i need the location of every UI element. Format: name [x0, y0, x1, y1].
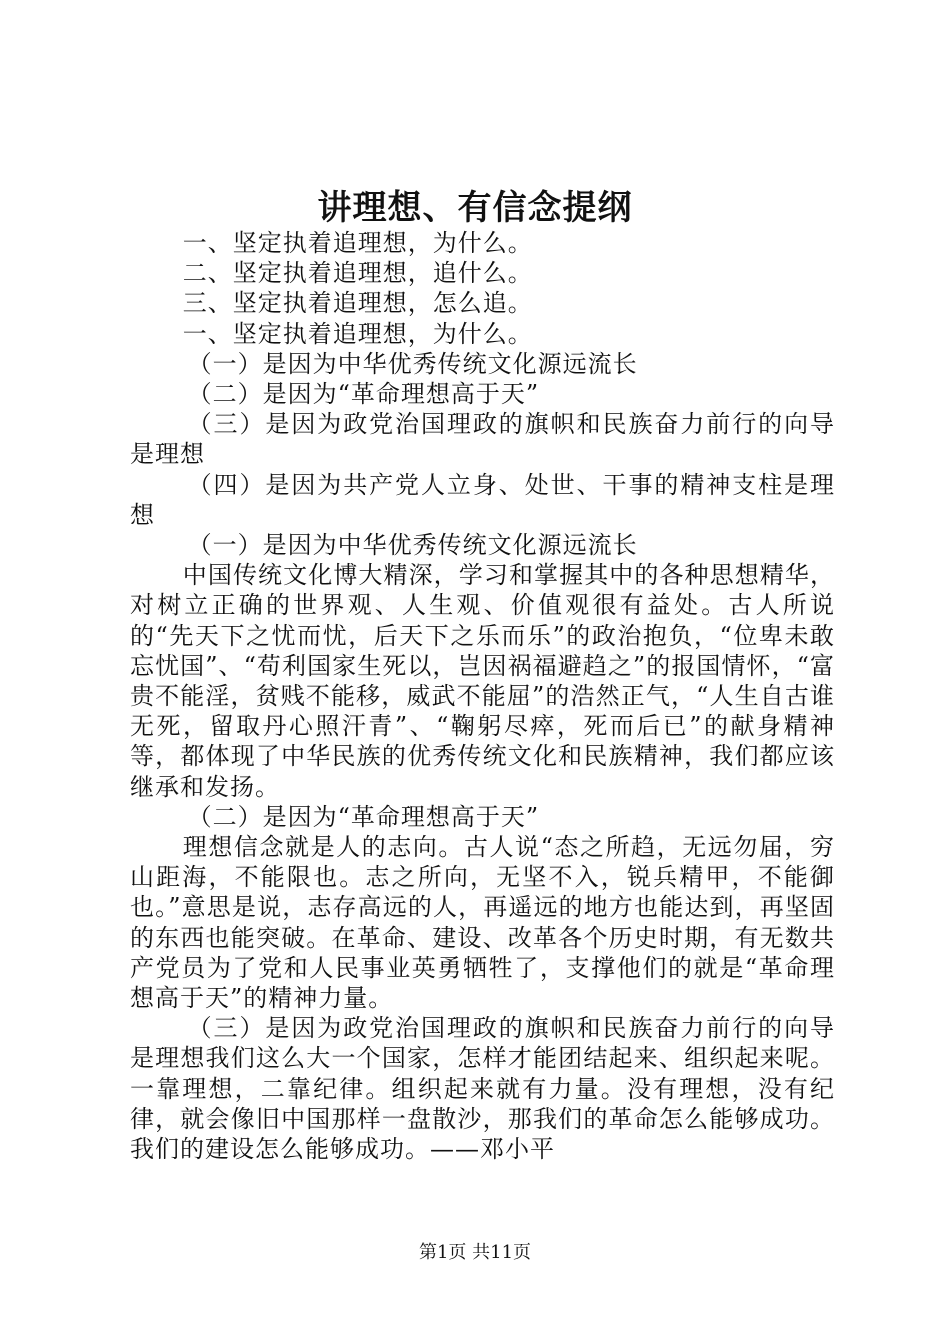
outline-item: 二、坚定执着追理想，追什么。	[182, 259, 533, 288]
section-heading: （三）是因为政党治国理政的旗帜和民族奋力前行的向导是理想我们这么大一个国家，怎样才能团结起来、组织起来呢。一靠理想，二靠纪律。组织起来就有力量。没有理想，没有纪律，就会像旧中国那样一盘散沙，那我们的革命怎么能够成功。我们的建设怎么能够成功。——邓小平	[130, 1014, 835, 1164]
outline-item: 一、坚定执着追理想，为什么。	[182, 319, 533, 348]
outline-item: 三、坚定执着追理想，怎么追。	[182, 289, 533, 318]
section-heading: （四）是因为共产党人立身、处世、干事的精神支柱是理想	[130, 470, 835, 529]
document-title: 讲理想、有信念提纲	[317, 188, 633, 228]
section-heading: （二）是因为“革命理想高于天”	[187, 380, 540, 409]
document-body	[130, 228, 835, 1164]
section-heading: （三）是因为政党治国理政的旗帜和民族奋力前行的向导是理想	[130, 410, 835, 469]
body-paragraph: 中国传统文化博大精深，学习和掌握其中的各种思想精华，对树立正确的世界观、人生观、价值观很有益处。古人所说的“先天下之忧而忧，后天下之乐而乐”的政治抱负，“位卑未敢忘忧国”、“苟利国家生死以，岂因祸福避趋之”的报国情怀，“富贵不能淫，贫贱不能移，威武不能屈”的浩然正气，“人生自古谁无死，留取丹心照汗青”、“鞠躬尽瘁，死而后已”的献身精神等，都体现了中华民族的优秀传统文化和民族精神，我们都应该继承和发扬。	[130, 561, 835, 801]
section-heading: （一）是因为中华优秀传统文化源远流长	[187, 531, 638, 560]
body-paragraph: 理想信念就是人的志向。古人说“态之所趋，无远勿届，穷山距海，不能限也。志之所向，无坚不入，锐兵精甲，不能御也。”意思是说，志存高远的人，再遥远的地方也能达到，再坚固的东西也能突破。在革命、建设、改革各个历史时期，有无数共产党员为了党和人民事业英勇牺牲了，支撑他们的就是“革命理想高于天”的精神力量。	[130, 833, 835, 1013]
page-footer: 第1页 共11页	[418, 1242, 532, 1263]
section-heading: （二）是因为“革命理想高于天”	[187, 802, 540, 831]
section-heading: （一）是因为中华优秀传统文化源远流长	[187, 349, 638, 378]
outline-item: 一、坚定执着追理想，为什么。	[182, 229, 533, 257]
